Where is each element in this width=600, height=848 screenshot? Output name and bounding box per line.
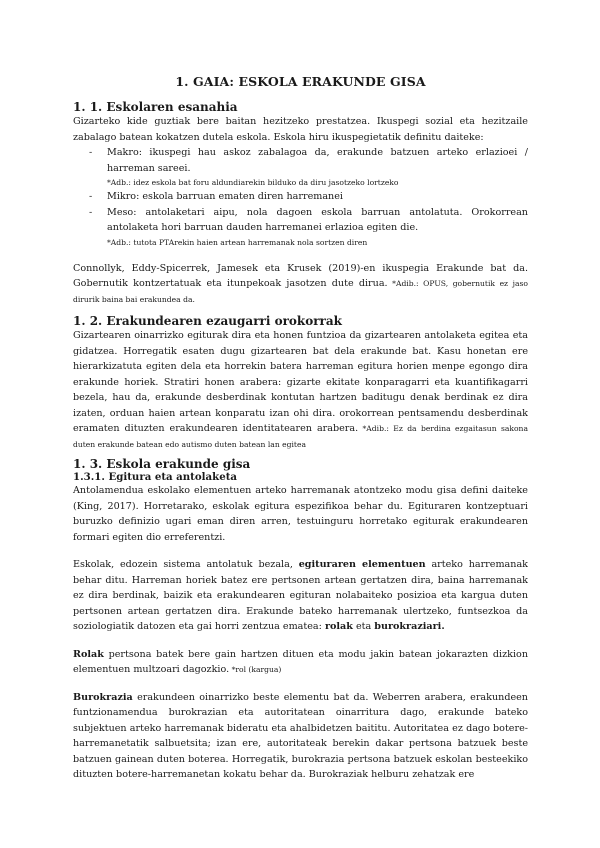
paragraph: Burokrazia erakundeen oinarrizko beste elementu bat da. Weberren arabera, erakundeen funtzionamendua burokrazian eta autoritatean oinarritura dago, erakunde bateko subjektuen arteko harremanak bideratu eta ahalbidetzen baititu. Autoritatea ez dago botere-harremanetatik salbuetsita; izan ere, autoritateak berekin dakar pertsona batzuek beste batzuen gainean duten boterea. Horregatik, burokrazia pertsona batzuek eskolan besteekiko dituzten botere-harremanetan kokatu behar da. Burokraziak helburu zehatzak ere <box>73 691 528 780</box>
example-note: *Adb.: idez eskola bat foru aldundiarekin bilduko da diru jasotzeko lortzeko <box>107 178 399 187</box>
list-item: - Meso: antolaketari aipu, nola dagoen eskola barruan antolatuta. Orokorrean antolaketa hori barruan dauden harremanei erlazioa egiten die. <box>89 206 528 233</box>
dash-marker: - <box>89 191 93 202</box>
list-item: - Mikro: eskola barruan ematen diren harremanei <box>73 189 528 205</box>
paragraph: Eskolak, edozein sistema antolatuk bezala, egituraren elementuen arteko harremanak behar ditu. Harreman horiek batez ere pertsonen artean gertatzen dira, baina harremanak ez dira berdinak, baizik eta erakundearen egituran nolabaiteko posizioa eta kargua duten pertsonen artean gertatzen dira. Erakunde bateko harremanak ulertzeko, funtsezkoa da soziologiatik datozen eta gai horri zentzua ematea: rolak eta burokraziari. <box>73 559 528 632</box>
paragraph: Gizartearen oinarrizko egiturak dira eta honen funtzioa da gizartearen antolaketa egitea eta gidatzea. Horregatik esaten dugu gizartearen bat dela erakunde bat. Kasu honetan ere hierarkizatuta egiten dela eta horrekin batera harreman egitura horien menpe egongo dira erakunde horiek. Stratiri honen arabera: gizarte ekitate konparagarri eta kuantifikagarri bezela, hau da, erakunde desberdinak kontutan hartzen baditugu denak berdinak ez dira izaten, orduan haien artean konparatu izan ohi dira. orokorrean pentsamendu desberdinak eramaten dituzten erakundearen identitatearen arabera. *Adib.: Ez da berdina ezgaitasun sakona duten erakunde batean edo autismo duten batean lan egitea <box>73 330 528 449</box>
list-item: - Makro: ikuspegi hau askoz zabalagoa da, erakunde batzuen arteko erlazioei / harreman sareei. <box>89 147 528 174</box>
paragraph: Gizarteko kide guztiak bere baitan hezitzeko prestatzea. Ikuspegi sozial eta hezitzaile zabalago batean kokatzen dutela eskola. Eskola hiru ikuspegietatik definitu daiteke: <box>73 116 528 143</box>
example-note: *Adb.: tutota PTArekin haien artean harremanak nola sortzen diren <box>107 237 368 247</box>
section-1-2 <box>73 314 528 452</box>
subsection-heading: 1.3.1. Egitura eta antolaketa <box>73 471 237 483</box>
section-1-1 <box>73 100 528 307</box>
paragraph: Connollyk, Eddy-Spicerrek, Jamesek eta Krusek (2019)-en ikuspegia Erakunde bat da. Gobernutik kontzertatuak eta itunpekoak jasotzen dute dirua. *Adib.: OPUS, gobernutik ez jaso dirurik baina bai erakundea da. <box>73 262 528 304</box>
section-heading: 1. 1. Eskolaren esanahia <box>73 100 238 114</box>
bullet-list <box>73 189 528 236</box>
paragraph: Rolak pertsona batek bere gain hartzen dituen eta modu jakin batean jokarazten dizkion elementuen multzoari dagozkio. *rol (kargua) <box>73 648 528 675</box>
section-1-3 <box>73 457 528 783</box>
dash-marker: - <box>89 206 93 218</box>
page-title: 1. GAIA: ESKOLA ERAKUNDE GISA <box>175 74 426 89</box>
paragraph: Antolamendua eskolako elementuen arteko harremanak atontzeko modu gisa defini daiteke (King, 2017). Horretarako, eskolak egitura espezifikoa behar du. Egituraren kontzeptuari buruzko definizio ugari eman diren arren, testuinguru horretako egiturak erakundearen formari egiten dio erreferentzi. <box>73 485 528 543</box>
section-heading: 1. 3. Eskola erakunde gisa <box>73 457 251 471</box>
bullet-list <box>73 145 528 176</box>
dash-marker: - <box>89 147 93 158</box>
section-heading: 1. 2. Erakundearen ezaugarri orokorrak <box>73 314 342 328</box>
